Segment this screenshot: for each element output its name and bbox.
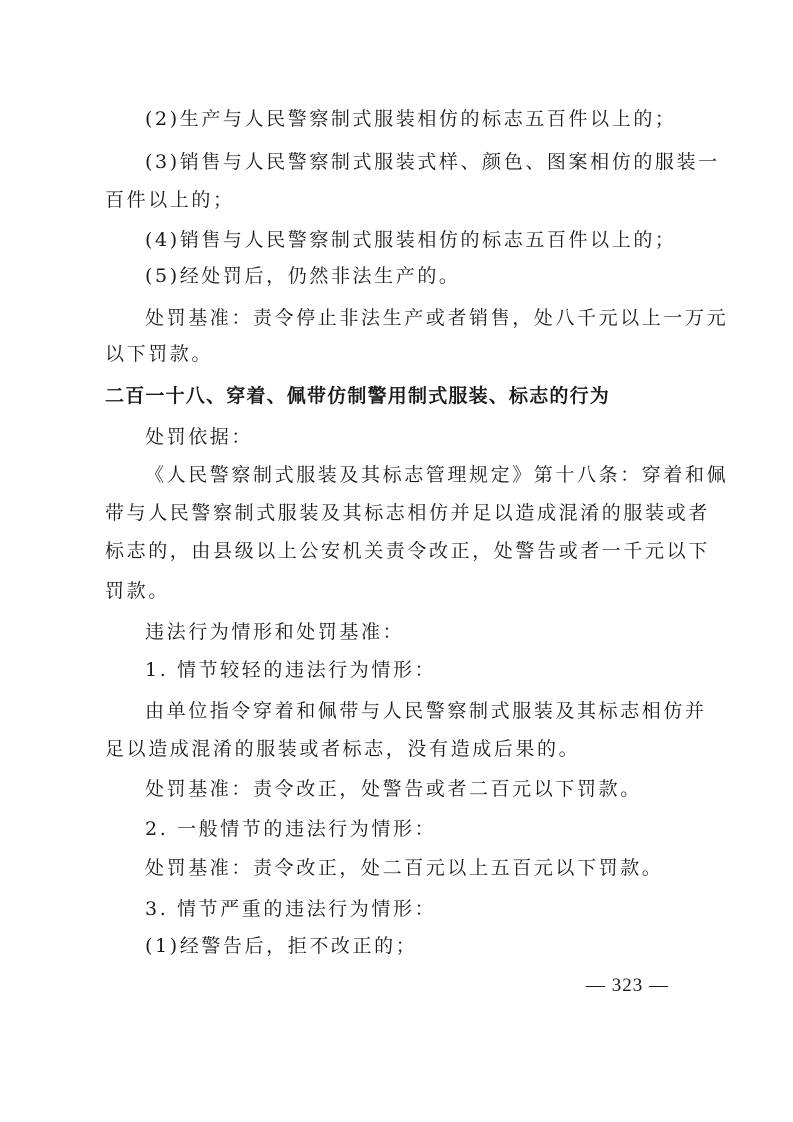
general-penalty-standard: 处罚基准：责令改正，处二百元以上五百元以下罚款。 [145, 857, 664, 879]
penalty-basis-label: 处罚依据： [145, 426, 254, 448]
regulation-citation-line-4: 罚款。 [105, 580, 170, 602]
section-heading: 二百一十八、穿着、佩带仿制警用制式服装、标志的行为 [105, 385, 611, 407]
list-item-3: (3)销售与人民警察制式服装式样、颜色、图案相仿的服装一 [145, 151, 720, 173]
penalty-standard: 处罚基准：责令停止非法生产或者销售，处八千元以上一万元 [145, 307, 729, 329]
page-number: — 323 — [586, 975, 669, 996]
serious-circumstances-heading: 3. 情节严重的违法行为情形： [145, 898, 437, 920]
regulation-citation: 《人民警察制式服装及其标志管理规定》第十八条：穿着和佩 [145, 464, 729, 486]
list-item-2: (2)生产与人民警察制式服装相仿的标志五百件以上的； [145, 108, 677, 130]
minor-circumstances-text: 由单位指令穿着和佩带与人民警察制式服装及其标志相仿并 [145, 700, 707, 722]
list-item-3-continued: 百件以上的； [105, 189, 235, 211]
serious-item-1: (1)经警告后，拒不改正的； [145, 935, 418, 957]
minor-circumstances-heading: 1. 情节较轻的违法行为情形： [145, 659, 437, 681]
list-item-5: (5)经处罚后，仍然非法生产的。 [145, 265, 461, 287]
minor-circumstances-text-continued: 足以造成混淆的服装或者标志，没有造成后果的。 [105, 738, 581, 760]
minor-penalty-standard: 处罚基准：责令改正，处警告或者二百元以下罚款。 [145, 778, 642, 800]
list-item-4: (4)销售与人民警察制式服装相仿的标志五百件以上的； [145, 229, 677, 251]
violation-circumstances-heading: 违法行为情形和处罚基准： [145, 621, 405, 643]
penalty-standard-continued: 以下罚款。 [105, 343, 214, 365]
regulation-citation-line-2: 带与人民警察制式服装及其标志相仿并足以造成混淆的服装或者 [105, 502, 710, 524]
general-circumstances-heading: 2. 一般情节的违法行为情形： [145, 818, 437, 840]
regulation-citation-line-3: 标志的，由县级以上公安机关责令改正，处警告或者一千元以下 [105, 540, 710, 562]
